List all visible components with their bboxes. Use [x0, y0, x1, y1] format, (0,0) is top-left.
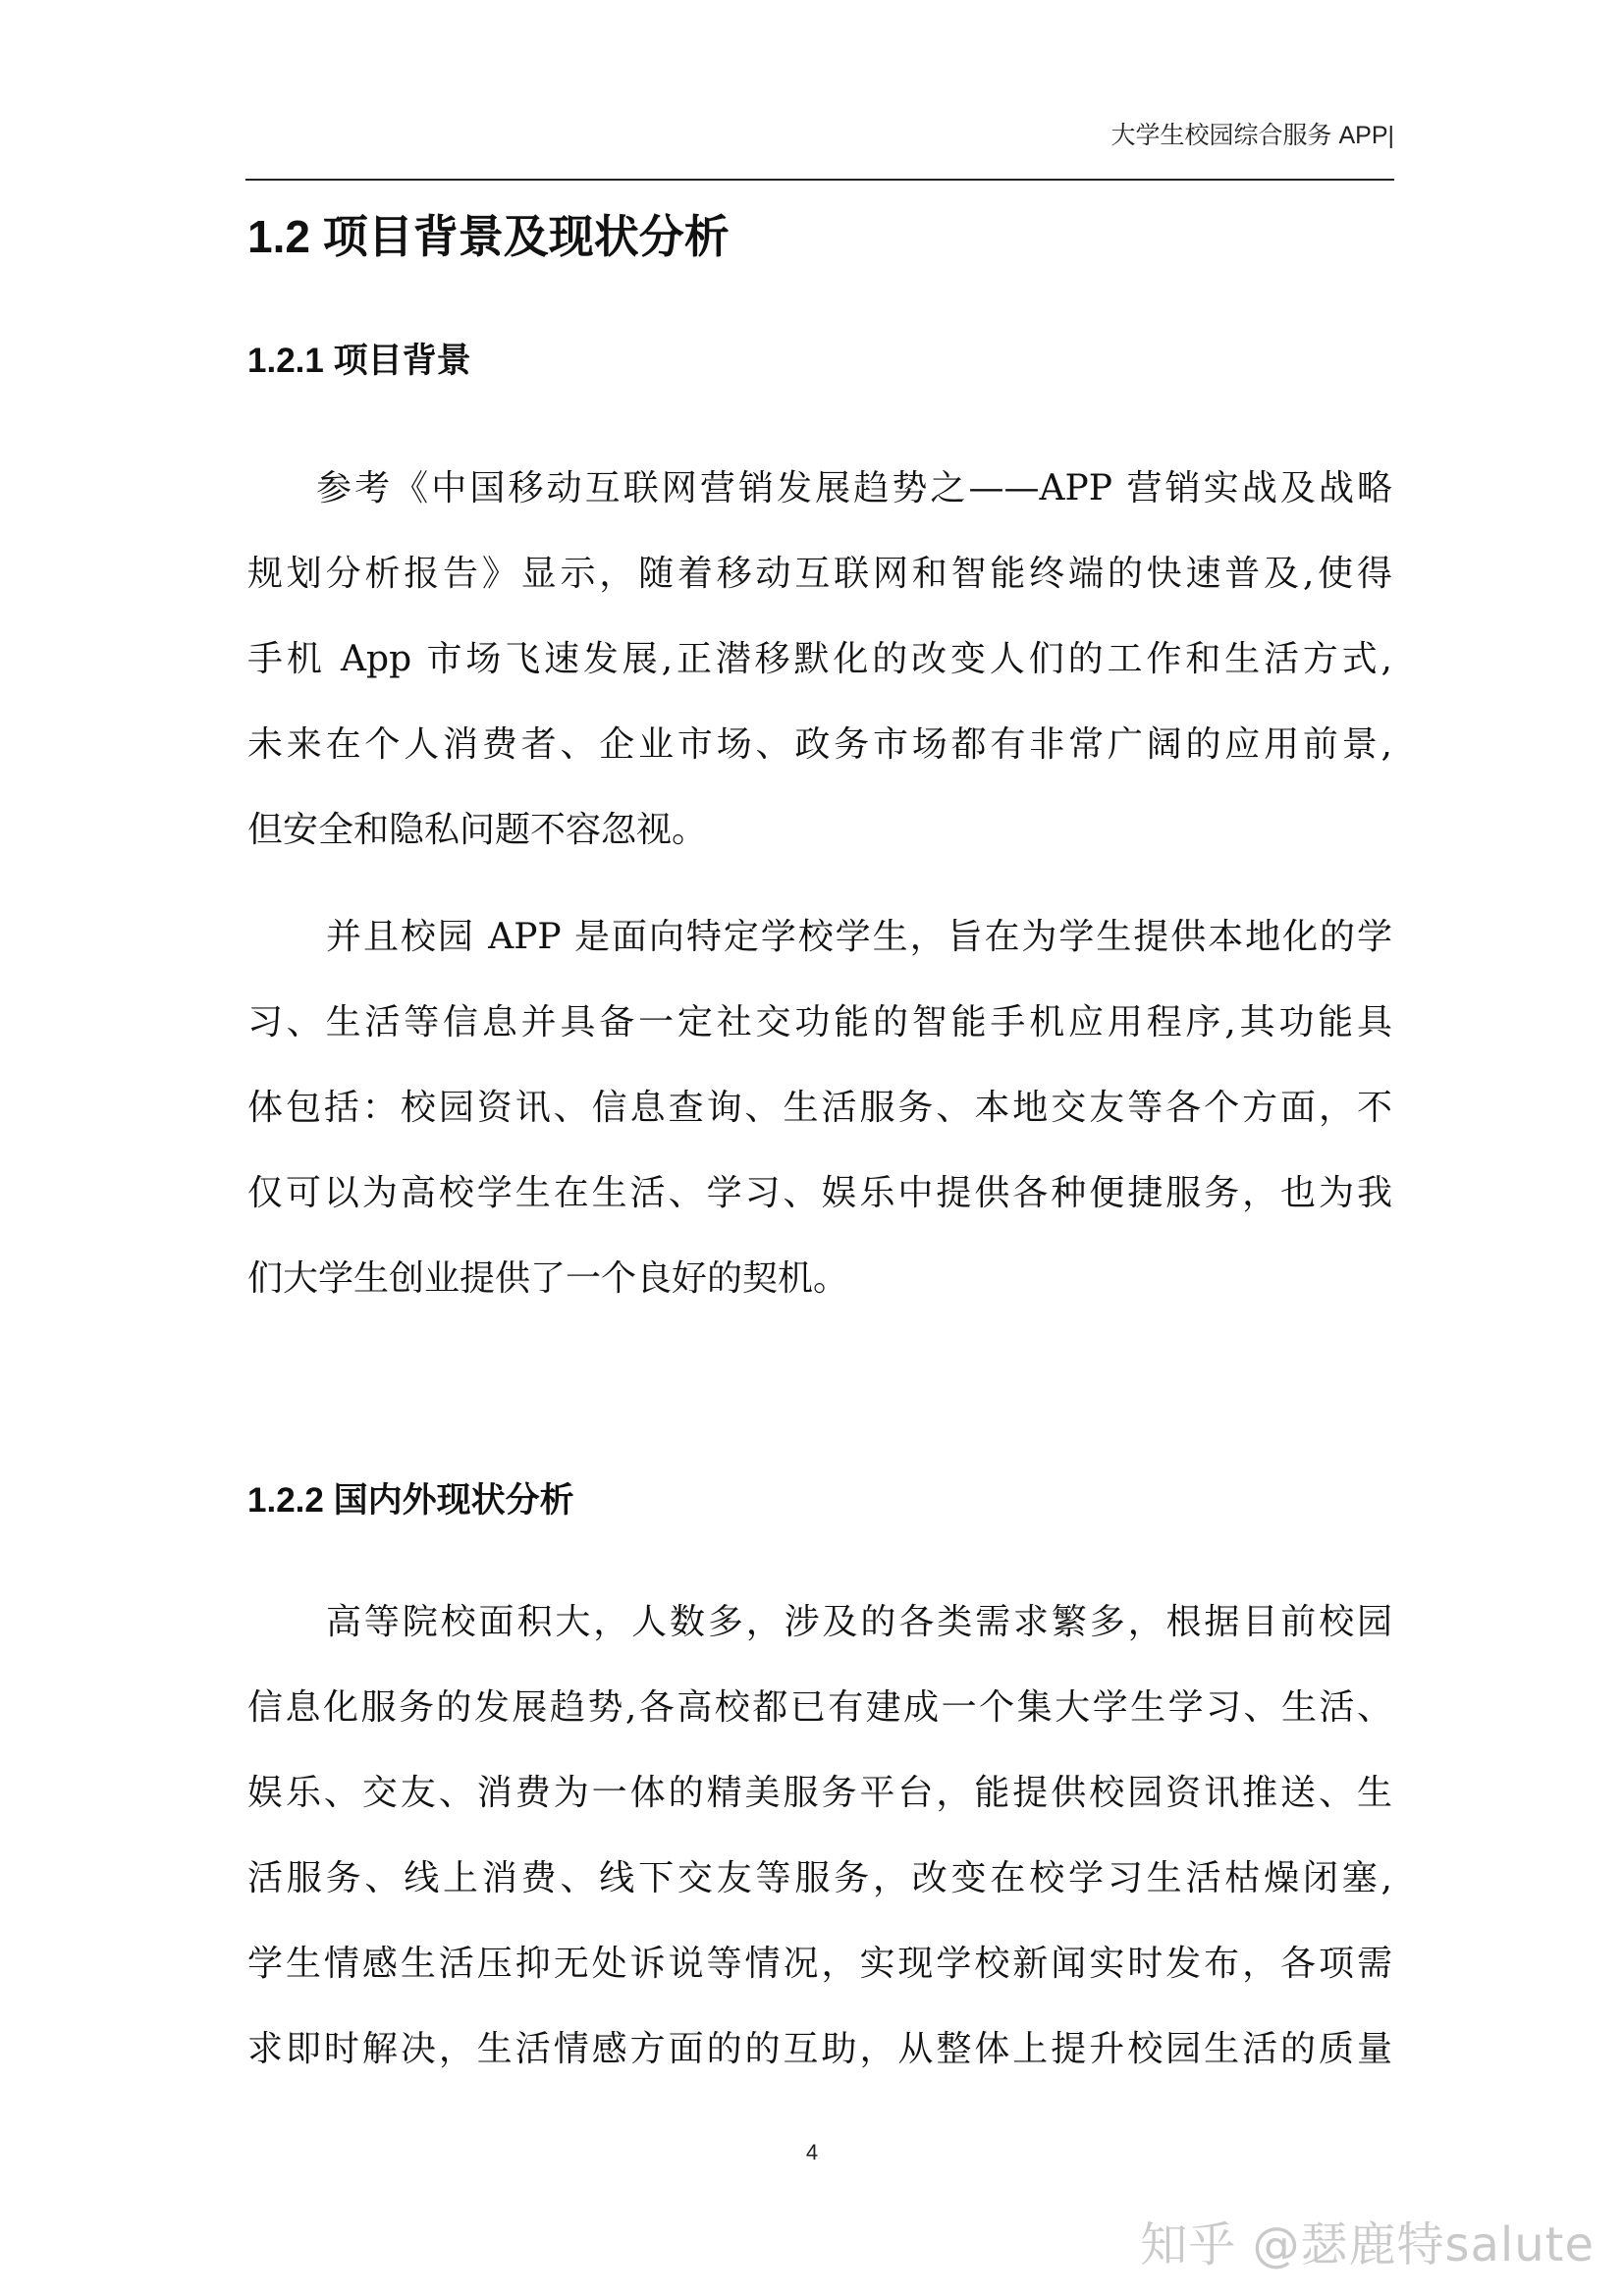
running-header: 大学生校园综合服务 APP|: [1110, 122, 1394, 149]
subsection-title-status-analysis: 1.2.2 国内外现状分析: [247, 1481, 574, 1520]
paragraph-line: 学生情感生活压抑无处诉说等情况，实现学校新闻实时发布，各项需: [247, 1944, 1392, 1984]
header-divider: [245, 179, 1394, 181]
paragraph-line: 手机 App 市场飞速发展,正潜移默化的改变人们的工作和生活方式,: [247, 639, 1392, 679]
paragraph-line: 求即时解决，生活情感方面的的互助，从整体上提升校园生活的质量: [247, 2029, 1392, 2069]
paragraph-line: 未来在个人消费者、企业市场、政务市场都有非常广阔的应用前景,: [247, 724, 1392, 765]
watermark: 知乎 @瑟鹿特salute: [1140, 2217, 1595, 2272]
paragraph-line: 高等院校面积大，人数多，涉及的各类需求繁多，根据目前校园: [326, 1602, 1392, 1642]
subsection-title-background: 1.2.1 项目背景: [247, 342, 471, 380]
section-title: 1.2 项目背景及现状分析: [247, 211, 730, 262]
paragraph-background-campus-app: [247, 894, 1392, 1321]
paragraph-line: 体包括：校园资讯、信息查询、生活服务、本地交友等各个方面，不: [247, 1088, 1392, 1128]
paragraph-line: 参考《中国移动互联网营销发展趋势之——APP 营销实战及战略: [316, 468, 1392, 508]
paragraph-line: 们大学生创业提供了一个良好的契机。: [247, 1258, 849, 1299]
paragraph-line: 信息化服务的发展趋势,各高校都已有建成一个集大学生学习、生活、: [247, 1687, 1392, 1728]
paragraph-line: 并且校园 APP 是面向特定学校学生，旨在为学生提供本地化的学: [326, 917, 1392, 957]
paragraph-line: 活服务、线上消费、线下交友等服务，改变在校学习生活枯燥闭塞,: [247, 1858, 1392, 1898]
paragraph-line: 娱乐、交友、消费为一体的精美服务平台，能提供校园资讯推送、生: [247, 1773, 1392, 1813]
paragraph-line: 但安全和隐私问题不容忽视。: [247, 810, 708, 850]
paragraph-background-report: [247, 446, 1392, 873]
paragraph-status-analysis: [247, 1579, 1392, 2092]
paragraph-line: 规划分析报告》显示，随着移动互联网和智能终端的快速普及,使得: [247, 554, 1392, 594]
paragraph-line: 仅可以为高校学生在生活、学习、娱乐中提供各种便捷服务，也为我: [247, 1173, 1392, 1213]
page-number: 4: [805, 2140, 819, 2164]
paragraph-line: 习、生活等信息并具备一定社交功能的智能手机应用程序,其功能具: [247, 1002, 1392, 1042]
